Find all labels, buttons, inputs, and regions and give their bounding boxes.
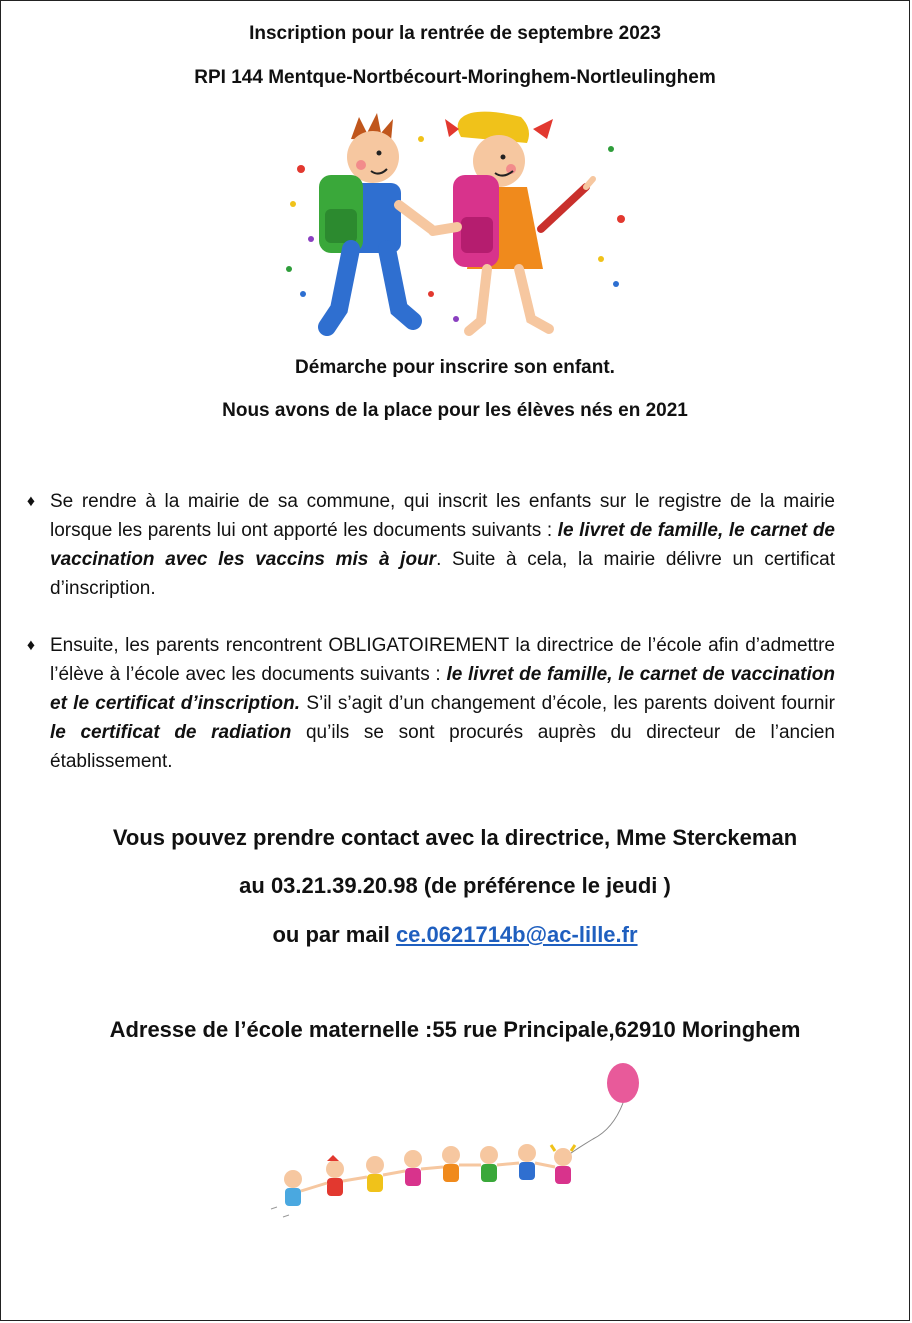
children-chain bbox=[284, 1144, 575, 1206]
page-title: Inscription pour la rentrée de septembre 2023 bbox=[249, 23, 661, 44]
step-directrice bbox=[21, 631, 835, 776]
contact-phone: au 03.21.39.20.98 (de préférence le jeudi ) bbox=[239, 873, 671, 898]
contact-mail: ou par mail ce.0621714b@ac-lille.fr bbox=[272, 922, 638, 947]
email-link[interactable]: ce.0621714b@ac-lille.fr bbox=[395, 922, 638, 947]
girl-figure bbox=[433, 112, 593, 331]
contact-intro: Vous pouvez prendre contact avec la directrice, Mme Sterckeman bbox=[112, 825, 798, 850]
step-directrice-text: Ensuite, les parents rencontrent OBLIGATOIREMENT la directrice de l’école afin d’admettre l’élève à l’école avec les documents suivants : le livret de famille, le carnet de vaccination et le certificat d’inscription. S’il s’agit d’un changement d’école, les parents doivent fournir le certificat de radiation qu’ils se sont procurés auprès du directeur de l’ancien établissement. bbox=[50, 635, 835, 772]
step-mairie-text: Se rendre à la mairie de sa commune, qui inscrit les enfants sur le registre de la mairie lorsque les parents lui ont apporté les documents suivants : le livret de famille, le carnet de vaccination avec les vaccins mis à jour. Suite à cela, la mairie délivre un certificat d’inscription. bbox=[50, 491, 835, 599]
children-with-backpacks-illustration bbox=[281, 109, 631, 341]
availability-note: Nous avons de la place pour les élèves nés en 2021 bbox=[222, 400, 688, 421]
balloon-icon bbox=[607, 1063, 639, 1103]
motion-marks bbox=[271, 1207, 289, 1217]
school-address: Adresse de l’école maternelle :55 rue Principale,62910 Moringhem bbox=[109, 1017, 801, 1042]
diamond-bullet-icon: ♦ bbox=[26, 493, 36, 510]
step-mairie bbox=[21, 487, 835, 603]
diamond-bullet-icon: ♦ bbox=[26, 637, 36, 654]
boy-figure bbox=[319, 113, 431, 327]
page-subtitle: RPI 144 Mentque-Nortbécourt-Moringhem-Nortleulinghem bbox=[194, 67, 716, 88]
procedure-heading: Démarche pour inscrire son enfant. bbox=[295, 357, 615, 378]
children-chain-balloon-illustration bbox=[263, 1059, 653, 1235]
